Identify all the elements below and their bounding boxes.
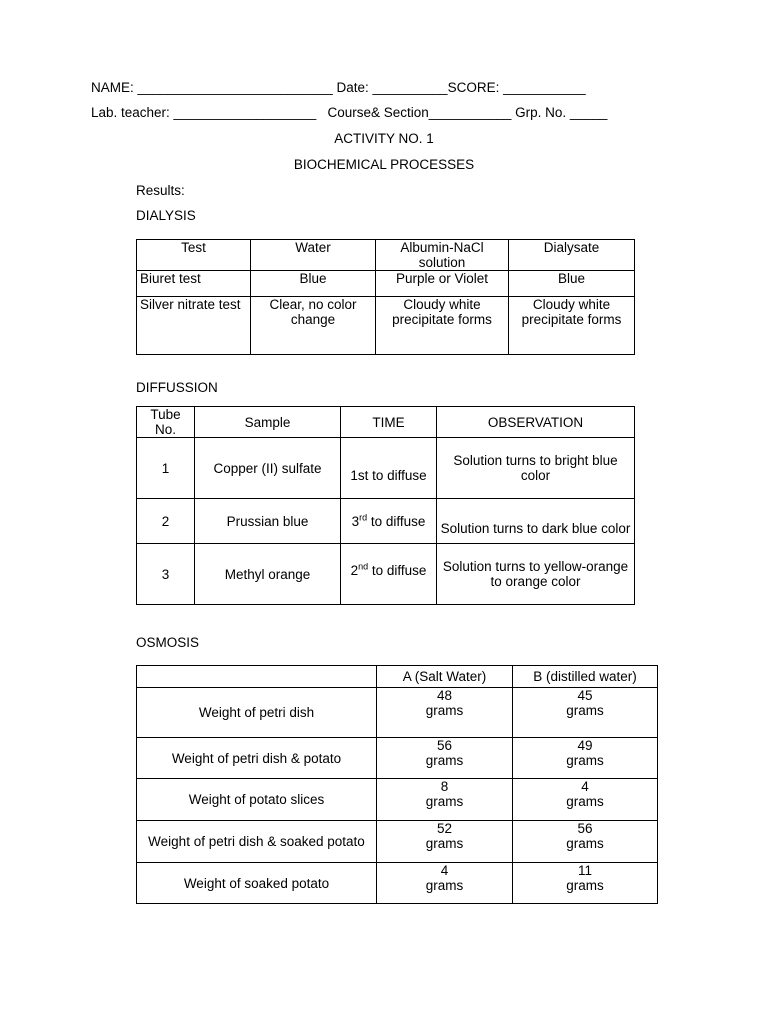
table-cell: 56 grams	[377, 738, 513, 779]
table-row	[137, 297, 635, 355]
column-header: B (distilled water)	[513, 666, 658, 688]
column-header: Sample	[195, 407, 341, 438]
table-cell: 2nd to diffuse	[341, 544, 437, 605]
dialysis-heading: DIALYSIS	[136, 208, 196, 223]
table-row	[137, 863, 658, 904]
column-header: Test	[137, 240, 251, 271]
table-row	[137, 688, 658, 738]
table-cell: 3rd to diffuse	[341, 499, 437, 544]
table-cell: Biuret test	[137, 271, 251, 297]
table-cell: 11 grams	[513, 863, 658, 904]
table-row	[137, 779, 658, 821]
table-row	[137, 499, 635, 544]
table-row	[137, 438, 635, 499]
row-label: Weight of petri dish	[137, 688, 377, 738]
table-row	[137, 544, 635, 605]
table-cell: Blue	[509, 271, 635, 297]
table-cell: Prussian blue	[195, 499, 341, 544]
table-cell: Solution turns to dark blue color	[437, 499, 635, 544]
diffusion-heading: DIFFUSSION	[136, 380, 218, 395]
table-cell: 48 grams	[377, 688, 513, 738]
diffusion-table	[136, 406, 635, 605]
name-date-score-line: NAME: __________________________ Date: __________SCORE: ___________	[91, 80, 586, 95]
row-label: Weight of soaked potato	[137, 863, 377, 904]
table-cell: Solution turns to yellow-orange to orange color	[437, 544, 635, 605]
table-cell: 4 grams	[513, 779, 658, 821]
table-cell: 1	[137, 438, 195, 499]
table-cell: Purple or Violet	[376, 271, 509, 297]
dialysis-table	[136, 239, 635, 355]
table-cell: 4 grams	[377, 863, 513, 904]
results-label: Results:	[136, 183, 185, 198]
table-row	[137, 821, 658, 863]
table-header-row	[137, 240, 635, 271]
ordinal-suffix: rd	[359, 512, 368, 522]
row-label: Weight of petri dish & soaked potato	[137, 821, 377, 863]
column-header: Water	[251, 240, 376, 271]
table-cell: 3	[137, 544, 195, 605]
table-cell: 56 grams	[513, 821, 658, 863]
table-cell: Methyl orange	[195, 544, 341, 605]
activity-title: ACTIVITY NO. 1	[334, 131, 434, 146]
table-cell: 2	[137, 499, 195, 544]
table-cell: 8 grams	[377, 779, 513, 821]
table-header-row	[137, 666, 658, 688]
table-cell: Solution turns to bright blue color	[437, 438, 635, 499]
table-header-row	[137, 407, 635, 438]
table-cell: 1st to diffuse	[341, 438, 437, 499]
table-cell: 49 grams	[513, 738, 658, 779]
column-header	[137, 666, 377, 688]
ordinal-suffix: nd	[358, 561, 369, 571]
teacher-course-group-line: Lab. teacher: ___________________ Course& Section___________ Grp. No. _____	[91, 105, 608, 120]
column-header: Dialysate	[509, 240, 635, 271]
osmosis-heading: OSMOSIS	[136, 635, 200, 650]
column-header: TIME	[341, 407, 437, 438]
column-header: Tube No.	[137, 407, 195, 438]
activity-subject: BIOCHEMICAL PROCESSES	[293, 157, 475, 172]
row-label: Weight of petri dish & potato	[137, 738, 377, 779]
table-cell: Copper (II) sulfate	[195, 438, 341, 499]
column-header: A (Salt Water)	[377, 666, 513, 688]
table-cell: Cloudy white precipitate forms	[509, 297, 635, 355]
table-cell: Cloudy white precipitate forms	[376, 297, 509, 355]
table-cell: 45 grams	[513, 688, 658, 738]
table-cell: 52 grams	[377, 821, 513, 863]
column-header: OBSERVATION	[437, 407, 635, 438]
row-label: Weight of potato slices	[137, 779, 377, 821]
osmosis-table	[136, 665, 658, 904]
table-row	[137, 271, 635, 297]
column-header: Albumin-NaCl solution	[376, 240, 509, 271]
table-cell: Blue	[251, 271, 376, 297]
table-cell: Silver nitrate test	[137, 297, 251, 355]
table-cell: Clear, no color change	[251, 297, 376, 355]
table-row	[137, 738, 658, 779]
